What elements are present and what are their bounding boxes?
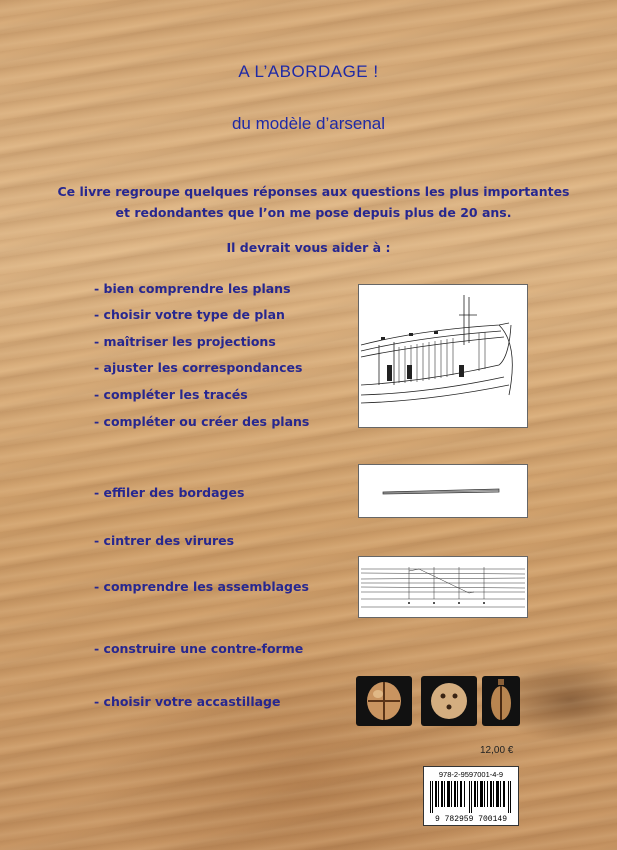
barcode [423,766,519,826]
block-photo-3 [482,676,520,726]
list-item: - construire une contre-forme [94,641,304,656]
intro-text [40,181,587,223]
ean-number: 9 782959 700149 [434,815,507,824]
intro-lead: Il devrait vous aider à : [226,240,391,255]
list-item: - comprendre les assemblages [94,579,309,594]
plank-drawing [359,465,527,517]
list-item: - choisir votre accastillage [94,694,281,709]
intro-line-2: et redondantes que l’on me pose depuis plus de 20 ans. [115,205,512,220]
isbn-label: 978-2-9597001-4-9 [438,770,504,779]
list-item: - maîtriser les projections [94,334,276,349]
price-label: 12,00 € [480,745,514,756]
intro-line-1: Ce livre regroupe quelques réponses aux questions les plus importantes [57,184,570,199]
wooden-block-icon [356,676,412,726]
ship-plan-illustration [358,284,528,428]
list-item: - compléter ou créer des plans [94,414,310,429]
list-item: - bien comprendre les plans [94,281,291,296]
pulley-block-icon [482,676,520,726]
list-item: - effiler des bordages [94,485,245,500]
assembly-drawing [359,557,527,617]
plank-illustration [358,464,528,518]
block-photo-1 [356,676,412,726]
assembly-illustration [358,556,528,618]
block-photo-2 [421,676,477,726]
book-subtitle: du modèle d’arsenal [231,114,386,133]
book-title: A L’ABORDAGE ! [238,62,379,81]
list-item: - choisir votre type de plan [94,307,285,322]
ship-hull-drawing [359,285,527,427]
list-item: - compléter les tracés [94,387,248,402]
deadeye-icon [421,676,477,726]
barcode-bars [424,781,518,813]
list-item: - ajuster les correspondances [94,360,303,375]
list-item: - cintrer des virures [94,533,235,548]
